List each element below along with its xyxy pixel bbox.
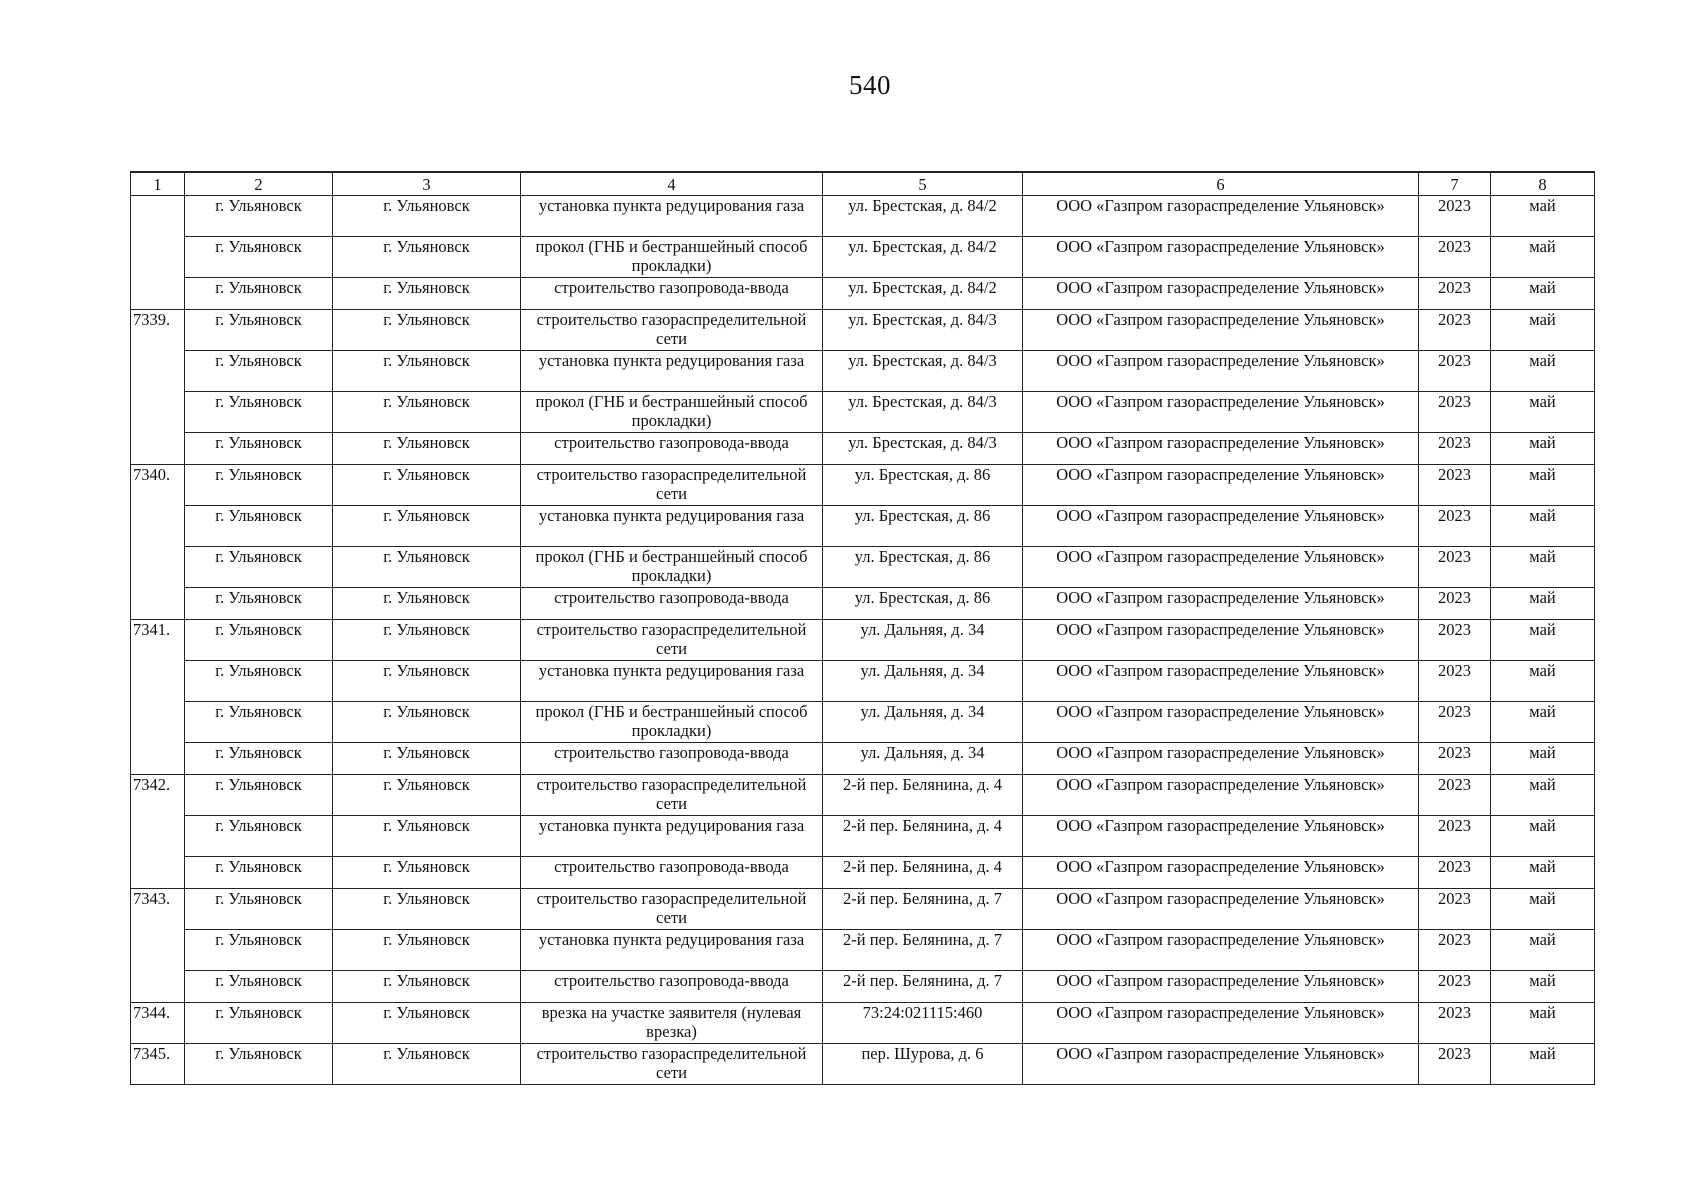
month-cell: май <box>1491 196 1595 237</box>
region-cell: г. Ульяновск <box>185 547 333 588</box>
organization-cell: ООО «Газпром газораспределение Ульяновск» <box>1023 351 1419 392</box>
settlement-cell: г. Ульяновск <box>333 237 521 278</box>
table-header <box>131 172 1595 196</box>
address-cell: ул. Брестская, д. 84/2 <box>823 237 1023 278</box>
address-cell: ул. Дальняя, д. 34 <box>823 743 1023 775</box>
work-type-cell: установка пункта редуцирования газа <box>521 351 823 392</box>
region-cell: г. Ульяновск <box>185 433 333 465</box>
page-number: 540 <box>849 70 891 100</box>
settlement-cell: г. Ульяновск <box>333 547 521 588</box>
organization-cell: ООО «Газпром газораспределение Ульяновск» <box>1023 588 1419 620</box>
work-type-cell: строительство газопровода-ввода <box>521 743 823 775</box>
year-cell: 2023 <box>1419 661 1491 702</box>
month-cell: май <box>1491 857 1595 889</box>
address-cell: 2-й пер. Белянина, д. 7 <box>823 889 1023 930</box>
address-cell: ул. Брестская, д. 86 <box>823 506 1023 547</box>
address-cell: ул. Брестская, д. 84/2 <box>823 196 1023 237</box>
table-row <box>131 702 1595 743</box>
month-cell: май <box>1491 433 1595 465</box>
organization-cell: ООО «Газпром газораспределение Ульяновск» <box>1023 1003 1419 1044</box>
row-number <box>131 930 185 971</box>
address-cell: ул. Брестская, д. 84/3 <box>823 433 1023 465</box>
month-cell: май <box>1491 661 1595 702</box>
row-number: 7342. <box>131 775 185 816</box>
organization-cell: ООО «Газпром газораспределение Ульяновск» <box>1023 433 1419 465</box>
settlement-cell: г. Ульяновск <box>333 465 521 506</box>
row-number <box>131 392 185 433</box>
work-type-cell: строительство газораспределительной сети <box>521 465 823 506</box>
organization-cell: ООО «Газпром газораспределение Ульяновск» <box>1023 743 1419 775</box>
table-row <box>131 775 1595 816</box>
work-type-cell: установка пункта редуцирования газа <box>521 930 823 971</box>
settlement-cell: г. Ульяновск <box>333 971 521 1003</box>
year-cell: 2023 <box>1419 702 1491 743</box>
year-cell: 2023 <box>1419 392 1491 433</box>
table-row <box>131 889 1595 930</box>
address-cell: 2-й пер. Белянина, д. 4 <box>823 857 1023 889</box>
work-type-cell: прокол (ГНБ и бестраншейный способ прокладки) <box>521 237 823 278</box>
row-number <box>131 506 185 547</box>
work-type-cell: прокол (ГНБ и бестраншейный способ прокладки) <box>521 702 823 743</box>
month-cell: май <box>1491 351 1595 392</box>
address-cell: 2-й пер. Белянина, д. 7 <box>823 971 1023 1003</box>
row-number: 7343. <box>131 889 185 930</box>
organization-cell: ООО «Газпром газораспределение Ульяновск» <box>1023 196 1419 237</box>
address-cell: 2-й пер. Белянина, д. 4 <box>823 775 1023 816</box>
organization-cell: ООО «Газпром газораспределение Ульяновск» <box>1023 889 1419 930</box>
row-number <box>131 661 185 702</box>
settlement-cell: г. Ульяновск <box>333 351 521 392</box>
row-number <box>131 743 185 775</box>
region-cell: г. Ульяновск <box>185 278 333 310</box>
table-row <box>131 351 1595 392</box>
table-row <box>131 392 1595 433</box>
region-cell: г. Ульяновск <box>185 588 333 620</box>
region-cell: г. Ульяновск <box>185 1003 333 1044</box>
table-row <box>131 1044 1595 1085</box>
month-cell: май <box>1491 237 1595 278</box>
work-type-cell: строительство газопровода-ввода <box>521 278 823 310</box>
region-cell: г. Ульяновск <box>185 930 333 971</box>
table-row <box>131 971 1595 1003</box>
settlement-cell: г. Ульяновск <box>333 620 521 661</box>
region-cell: г. Ульяновск <box>185 465 333 506</box>
row-number <box>131 857 185 889</box>
header-cell-1: 1 <box>131 172 185 196</box>
address-cell: ул. Брестская, д. 86 <box>823 465 1023 506</box>
year-cell: 2023 <box>1419 588 1491 620</box>
work-type-cell: строительство газопровода-ввода <box>521 433 823 465</box>
settlement-cell: г. Ульяновск <box>333 506 521 547</box>
month-cell: май <box>1491 971 1595 1003</box>
header-cell-7: 7 <box>1419 172 1491 196</box>
work-type-cell: установка пункта редуцирования газа <box>521 661 823 702</box>
year-cell: 2023 <box>1419 620 1491 661</box>
row-number: 7341. <box>131 620 185 661</box>
header-cell-4: 4 <box>521 172 823 196</box>
work-type-cell: прокол (ГНБ и бестраншейный способ прокладки) <box>521 392 823 433</box>
address-cell: ул. Брестская, д. 84/2 <box>823 278 1023 310</box>
work-type-cell: строительство газораспределительной сети <box>521 889 823 930</box>
header-cell-6: 6 <box>1023 172 1419 196</box>
month-cell: май <box>1491 775 1595 816</box>
header-cell-2: 2 <box>185 172 333 196</box>
table-row <box>131 506 1595 547</box>
work-type-cell: установка пункта редуцирования газа <box>521 506 823 547</box>
organization-cell: ООО «Газпром газораспределение Ульяновск» <box>1023 1044 1419 1085</box>
month-cell: май <box>1491 310 1595 351</box>
year-cell: 2023 <box>1419 743 1491 775</box>
row-number <box>131 588 185 620</box>
year-cell: 2023 <box>1419 1003 1491 1044</box>
organization-cell: ООО «Газпром газораспределение Ульяновск» <box>1023 392 1419 433</box>
data-table <box>130 171 1595 1085</box>
month-cell: май <box>1491 816 1595 857</box>
table-row <box>131 816 1595 857</box>
organization-cell: ООО «Газпром газораспределение Ульяновск» <box>1023 237 1419 278</box>
address-cell: 2-й пер. Белянина, д. 7 <box>823 930 1023 971</box>
row-number <box>131 351 185 392</box>
organization-cell: ООО «Газпром газораспределение Ульяновск» <box>1023 310 1419 351</box>
year-cell: 2023 <box>1419 775 1491 816</box>
settlement-cell: г. Ульяновск <box>333 857 521 889</box>
year-cell: 2023 <box>1419 196 1491 237</box>
settlement-cell: г. Ульяновск <box>333 433 521 465</box>
row-number: 7339. <box>131 310 185 351</box>
organization-cell: ООО «Газпром газораспределение Ульяновск» <box>1023 930 1419 971</box>
address-cell: ул. Брестская, д. 86 <box>823 588 1023 620</box>
address-cell: ул. Дальняя, д. 34 <box>823 620 1023 661</box>
month-cell: май <box>1491 547 1595 588</box>
address-cell: ул. Брестская, д. 84/3 <box>823 310 1023 351</box>
table-row <box>131 433 1595 465</box>
organization-cell: ООО «Газпром газораспределение Ульяновск» <box>1023 506 1419 547</box>
month-cell: май <box>1491 278 1595 310</box>
organization-cell: ООО «Газпром газораспределение Ульяновск» <box>1023 620 1419 661</box>
row-number <box>131 971 185 1003</box>
address-cell: 73:24:021115:460 <box>823 1003 1023 1044</box>
header-cell-8: 8 <box>1491 172 1595 196</box>
row-number: 7345. <box>131 1044 185 1085</box>
table-row <box>131 620 1595 661</box>
organization-cell: ООО «Газпром газораспределение Ульяновск» <box>1023 775 1419 816</box>
settlement-cell: г. Ульяновск <box>333 278 521 310</box>
organization-cell: ООО «Газпром газораспределение Ульяновск» <box>1023 547 1419 588</box>
organization-cell: ООО «Газпром газораспределение Ульяновск» <box>1023 971 1419 1003</box>
settlement-cell: г. Ульяновск <box>333 702 521 743</box>
organization-cell: ООО «Газпром газораспределение Ульяновск» <box>1023 465 1419 506</box>
table-row <box>131 743 1595 775</box>
year-cell: 2023 <box>1419 547 1491 588</box>
work-type-cell: прокол (ГНБ и бестраншейный способ прокладки) <box>521 547 823 588</box>
row-number <box>131 433 185 465</box>
region-cell: г. Ульяновск <box>185 1044 333 1085</box>
work-type-cell: строительство газораспределительной сети <box>521 1044 823 1085</box>
settlement-cell: г. Ульяновск <box>333 743 521 775</box>
region-cell: г. Ульяновск <box>185 971 333 1003</box>
region-cell: г. Ульяновск <box>185 310 333 351</box>
table-row <box>131 278 1595 310</box>
year-cell: 2023 <box>1419 1044 1491 1085</box>
settlement-cell: г. Ульяновск <box>333 775 521 816</box>
table-row <box>131 465 1595 506</box>
month-cell: май <box>1491 465 1595 506</box>
month-cell: май <box>1491 889 1595 930</box>
region-cell: г. Ульяновск <box>185 392 333 433</box>
address-cell: ул. Дальняя, д. 34 <box>823 661 1023 702</box>
settlement-cell: г. Ульяновск <box>333 1044 521 1085</box>
table-row <box>131 547 1595 588</box>
settlement-cell: г. Ульяновск <box>333 889 521 930</box>
region-cell: г. Ульяновск <box>185 620 333 661</box>
header-row <box>131 172 1595 196</box>
table-row <box>131 310 1595 351</box>
region-cell: г. Ульяновск <box>185 743 333 775</box>
month-cell: май <box>1491 743 1595 775</box>
region-cell: г. Ульяновск <box>185 661 333 702</box>
year-cell: 2023 <box>1419 971 1491 1003</box>
year-cell: 2023 <box>1419 506 1491 547</box>
work-type-cell: строительство газопровода-ввода <box>521 857 823 889</box>
month-cell: май <box>1491 620 1595 661</box>
month-cell: май <box>1491 588 1595 620</box>
organization-cell: ООО «Газпром газораспределение Ульяновск» <box>1023 857 1419 889</box>
address-cell: пер. Шурова, д. 6 <box>823 1044 1023 1085</box>
organization-cell: ООО «Газпром газораспределение Ульяновск» <box>1023 816 1419 857</box>
row-number <box>131 237 185 278</box>
month-cell: май <box>1491 392 1595 433</box>
work-type-cell: врезка на участке заявителя (нулевая врезка) <box>521 1003 823 1044</box>
organization-cell: ООО «Газпром газораспределение Ульяновск» <box>1023 702 1419 743</box>
settlement-cell: г. Ульяновск <box>333 1003 521 1044</box>
header-cell-5: 5 <box>823 172 1023 196</box>
year-cell: 2023 <box>1419 857 1491 889</box>
address-cell: ул. Дальняя, д. 34 <box>823 702 1023 743</box>
row-number <box>131 702 185 743</box>
work-type-cell: строительство газопровода-ввода <box>521 588 823 620</box>
year-cell: 2023 <box>1419 889 1491 930</box>
table-row <box>131 1003 1595 1044</box>
settlement-cell: г. Ульяновск <box>333 196 521 237</box>
work-type-cell: установка пункта редуцирования газа <box>521 196 823 237</box>
region-cell: г. Ульяновск <box>185 196 333 237</box>
table-row <box>131 196 1595 237</box>
row-number <box>131 196 185 237</box>
row-number <box>131 278 185 310</box>
year-cell: 2023 <box>1419 433 1491 465</box>
region-cell: г. Ульяновск <box>185 506 333 547</box>
region-cell: г. Ульяновск <box>185 775 333 816</box>
work-type-cell: строительство газораспределительной сети <box>521 310 823 351</box>
month-cell: май <box>1491 506 1595 547</box>
row-number <box>131 547 185 588</box>
row-number <box>131 816 185 857</box>
month-cell: май <box>1491 1003 1595 1044</box>
settlement-cell: г. Ульяновск <box>333 588 521 620</box>
month-cell: май <box>1491 702 1595 743</box>
table-row <box>131 588 1595 620</box>
year-cell: 2023 <box>1419 278 1491 310</box>
address-cell: ул. Брестская, д. 84/3 <box>823 351 1023 392</box>
region-cell: г. Ульяновск <box>185 816 333 857</box>
year-cell: 2023 <box>1419 465 1491 506</box>
month-cell: май <box>1491 930 1595 971</box>
work-type-cell: строительство газопровода-ввода <box>521 971 823 1003</box>
year-cell: 2023 <box>1419 237 1491 278</box>
header-cell-3: 3 <box>333 172 521 196</box>
settlement-cell: г. Ульяновск <box>333 816 521 857</box>
table-row <box>131 661 1595 702</box>
settlement-cell: г. Ульяновск <box>333 310 521 351</box>
organization-cell: ООО «Газпром газораспределение Ульяновск» <box>1023 661 1419 702</box>
row-number: 7340. <box>131 465 185 506</box>
work-type-cell: строительство газораспределительной сети <box>521 620 823 661</box>
year-cell: 2023 <box>1419 816 1491 857</box>
year-cell: 2023 <box>1419 930 1491 971</box>
year-cell: 2023 <box>1419 310 1491 351</box>
region-cell: г. Ульяновск <box>185 702 333 743</box>
work-type-cell: установка пункта редуцирования газа <box>521 816 823 857</box>
address-cell: ул. Брестская, д. 84/3 <box>823 392 1023 433</box>
table-row <box>131 237 1595 278</box>
table-row <box>131 930 1595 971</box>
year-cell: 2023 <box>1419 351 1491 392</box>
address-cell: ул. Брестская, д. 86 <box>823 547 1023 588</box>
table-body <box>131 196 1595 1085</box>
region-cell: г. Ульяновск <box>185 237 333 278</box>
work-type-cell: строительство газораспределительной сети <box>521 775 823 816</box>
settlement-cell: г. Ульяновск <box>333 930 521 971</box>
row-number: 7344. <box>131 1003 185 1044</box>
address-cell: 2-й пер. Белянина, д. 4 <box>823 816 1023 857</box>
region-cell: г. Ульяновск <box>185 857 333 889</box>
region-cell: г. Ульяновск <box>185 351 333 392</box>
organization-cell: ООО «Газпром газораспределение Ульяновск» <box>1023 278 1419 310</box>
table-row <box>131 857 1595 889</box>
region-cell: г. Ульяновск <box>185 889 333 930</box>
settlement-cell: г. Ульяновск <box>333 661 521 702</box>
month-cell: май <box>1491 1044 1595 1085</box>
settlement-cell: г. Ульяновск <box>333 392 521 433</box>
